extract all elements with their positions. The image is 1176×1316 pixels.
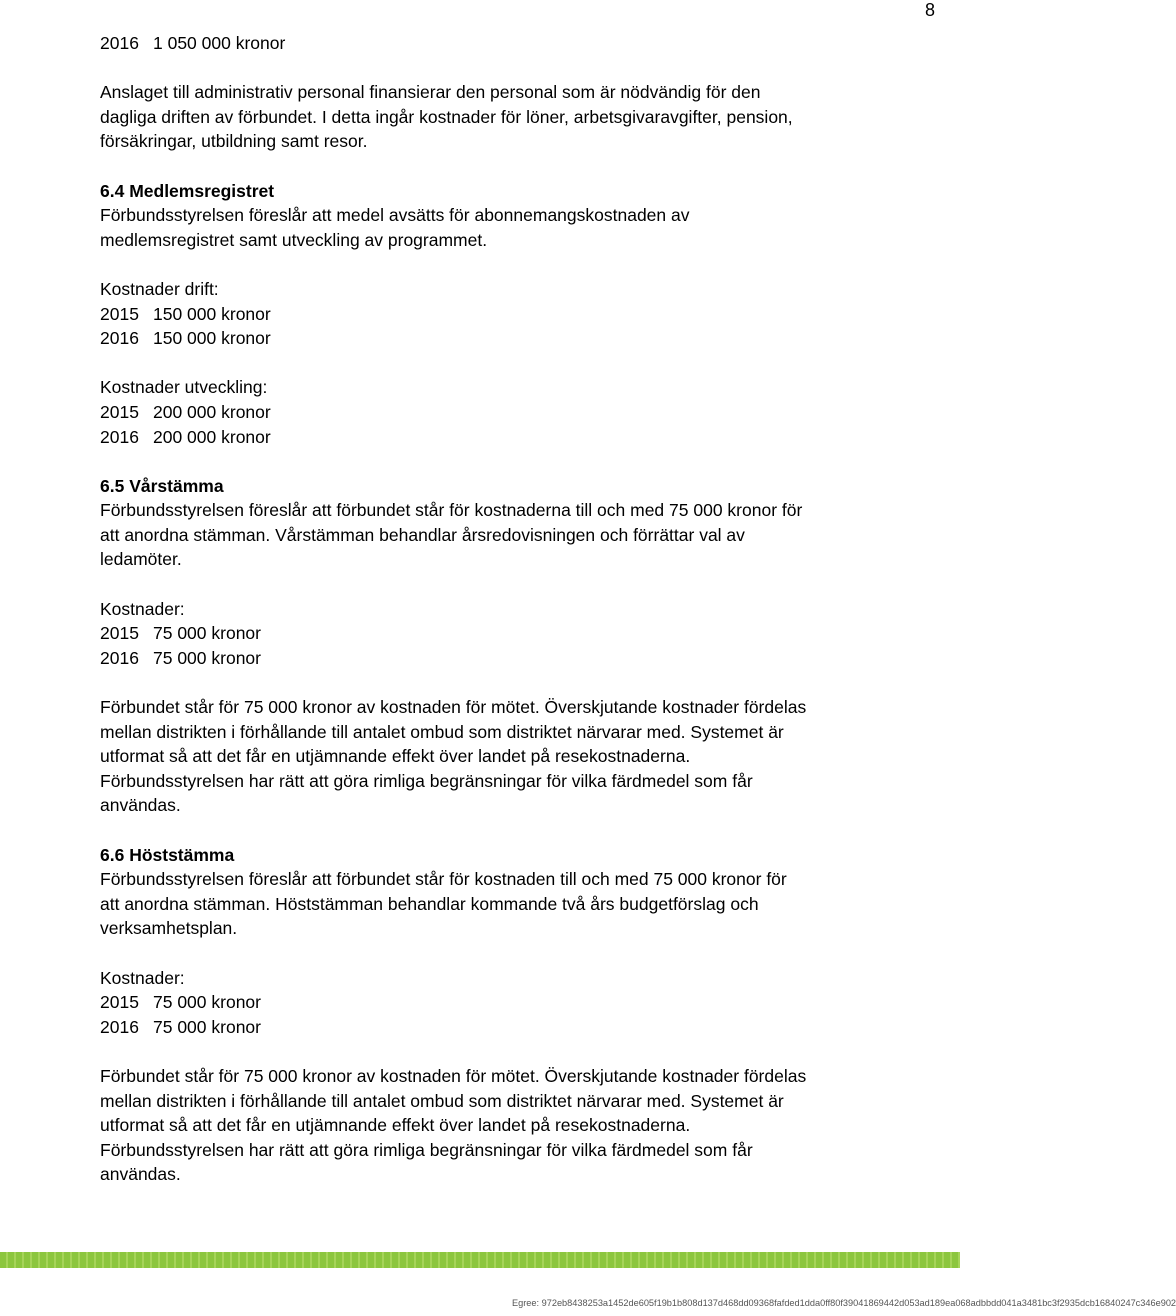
cost-line	[100, 326, 900, 351]
cost-amount: 1 050 000 kronor	[153, 33, 286, 53]
cost-year: 2016	[100, 33, 139, 53]
cost-year: 2016	[100, 647, 139, 668]
cost-year: 2016	[100, 1016, 139, 1037]
section-heading-6-6: 6.6 Höststämma	[100, 844, 235, 865]
document-body	[100, 31, 900, 1187]
paragraph-line: utformat så att det får en utjämnande effekt över landet på resekostnaderna.	[100, 746, 691, 767]
paragraph-line: användas.	[100, 1164, 181, 1185]
paragraph-line: dagliga driften av förbundet. I detta ingår kostnader för löner, arbetsgivaravgifter, pension,	[100, 106, 793, 127]
paragraph-line: ledamöter.	[100, 549, 182, 570]
cost-line	[100, 425, 900, 450]
cost-year: 2015	[100, 623, 139, 644]
section-heading-6-5: 6.5 Vårstämma	[100, 475, 224, 496]
cost-amount: 75 000 kronor	[153, 992, 261, 1013]
cost-year: 2015	[100, 303, 139, 324]
paragraph-line: Förbundsstyrelsen har rätt att göra rimliga begränsningar för vilka färdmedel som får	[100, 1139, 753, 1160]
paragraph-line: att anordna stämman. Vårstämman behandlar årsredovisningen och förrättar val av	[100, 524, 745, 545]
cost-amount: 150 000 kronor	[153, 328, 271, 349]
section-heading-6-4: 6.4 Medlemsregistret	[100, 180, 275, 201]
cost-amount: 200 000 kronor	[153, 401, 271, 422]
cost-amount: 200 000 kronor	[153, 426, 271, 447]
cost-year: 2015	[100, 401, 139, 422]
cost-amount: 75 000 kronor	[153, 647, 261, 668]
footer-verification-code: Egree: 972eb8438253a1452de605f19b1b808d137d468dd09368fafded1dda0ff80f39041869442d053ad189ea068adbbdd041a3481bc3f2935dcb16840247c346e902	[512, 1298, 1176, 1308]
cost-line	[100, 302, 900, 327]
paragraph-line: användas.	[100, 795, 181, 816]
cost-year: 2016	[100, 328, 139, 349]
paragraph-line: utformat så att det får en utjämnande effekt över landet på resekostnaderna.	[100, 1115, 691, 1136]
page-number: 8	[924, 0, 935, 20]
paragraph-line: Anslaget till administrativ personal finansierar den personal som är nödvändig för den	[100, 82, 761, 103]
paragraph-line: Förbundet står för 75 000 kronor av kostnaden för mötet. Överskjutande kostnader fördelas	[100, 697, 807, 718]
paragraph-line: Förbundsstyrelsen föreslår att förbundet står för kostnaderna till och med 75 000 kronor för	[100, 500, 803, 521]
cost-line	[100, 621, 900, 646]
cost-label: Kostnader:	[100, 598, 185, 619]
cost-label: Kostnader drift:	[100, 278, 219, 299]
paragraph-line: medlemsregistret samt utveckling av programmet.	[100, 229, 488, 250]
paragraph-line: Förbundsstyrelsen föreslår att förbundet står för kostnaden till och med 75 000 kronor för	[100, 869, 787, 890]
cost-line	[100, 1015, 900, 1040]
paragraph-line: försäkringar, utbildning samt resor.	[100, 131, 368, 152]
paragraph-line: mellan distrikten i förhållande till antalet ombud som distriktet närvarar med. Systemet är	[100, 1090, 784, 1111]
cost-amount: 75 000 kronor	[153, 1016, 261, 1037]
paragraph-line: verksamhetsplan.	[100, 918, 238, 939]
cost-label: Kostnader:	[100, 967, 185, 988]
paragraph-line: Förbundsstyrelsen föreslår att medel avsätts för abonnemangskostnaden av	[100, 205, 690, 226]
paragraph-line: mellan distrikten i förhållande till antalet ombud som distriktet närvarar med. Systemet är	[100, 721, 784, 742]
cost-label: Kostnader utveckling:	[100, 377, 268, 398]
cost-amount: 150 000 kronor	[153, 303, 271, 324]
paragraph-line: Förbundsstyrelsen har rätt att göra rimliga begränsningar för vilka färdmedel som får	[100, 770, 753, 791]
cost-line	[100, 400, 900, 425]
cost-year: 2016	[100, 426, 139, 447]
paragraph-line: att anordna stämman. Höststämman behandlar kommande två års budgetförslag och	[100, 893, 759, 914]
paragraph-line: Förbundet står för 75 000 kronor av kostnaden för mötet. Överskjutande kostnader fördelas	[100, 1065, 807, 1086]
cost-line	[100, 646, 900, 671]
cost-line-top	[100, 31, 900, 56]
cost-year: 2015	[100, 992, 139, 1013]
footer-accent-bar	[0, 1252, 960, 1268]
cost-amount: 75 000 kronor	[153, 623, 261, 644]
cost-line	[100, 990, 900, 1015]
